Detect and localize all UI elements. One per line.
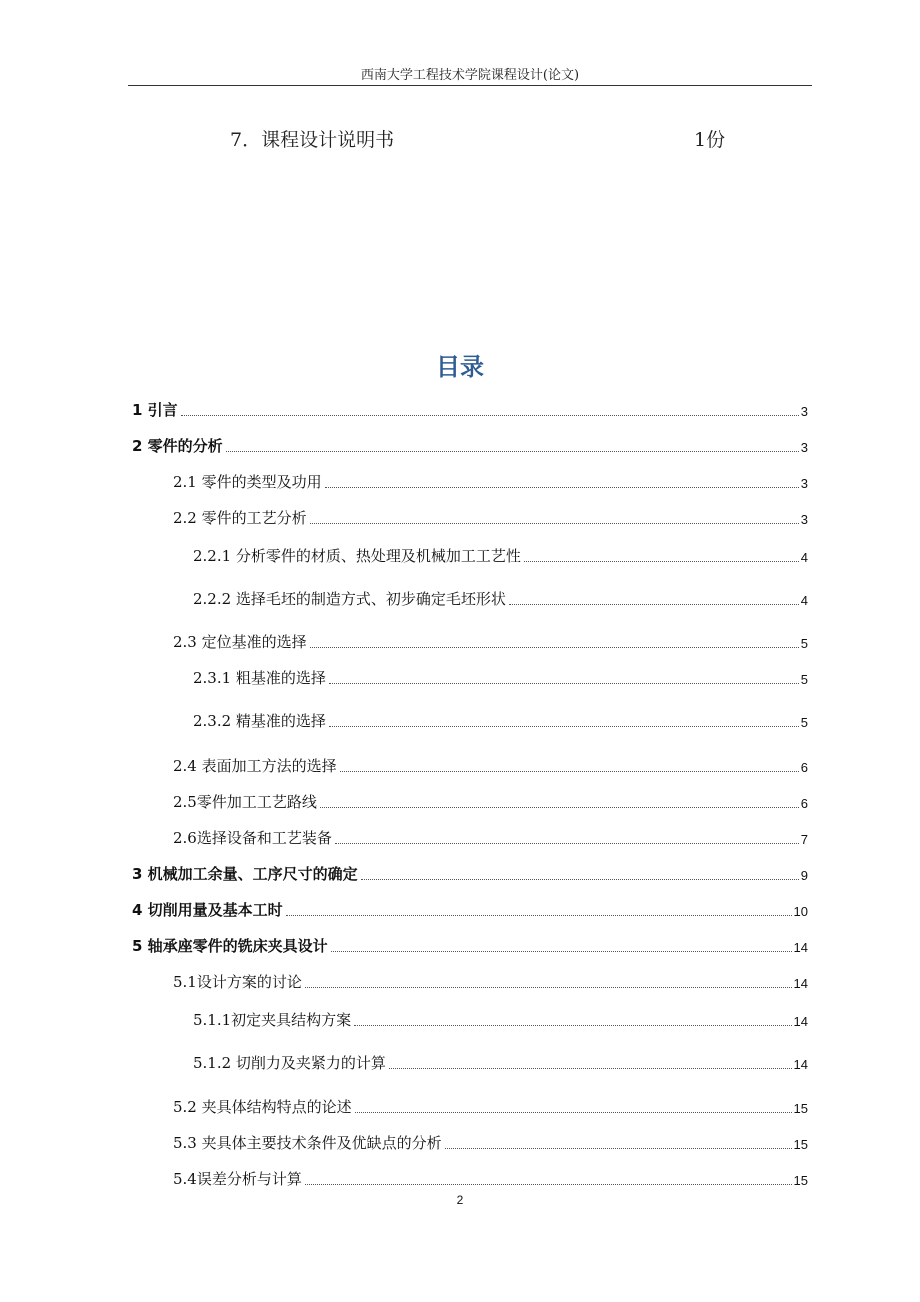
toc-entry-2-2[interactable]	[173, 506, 808, 528]
toc-entry-2-6[interactable]	[173, 826, 808, 848]
toc-entry-page: 3	[800, 476, 808, 491]
toc-entry-2-3-1[interactable]	[193, 666, 808, 688]
toc-entry-page: 15	[793, 1173, 808, 1188]
toc-entry-text: 2.6选择设备和工艺装备	[173, 829, 332, 847]
toc-entry-text: 3 机械加工余量、工序尺寸的确定	[132, 865, 358, 883]
toc-entry-text: 2.2.2 选择毛坯的制造方式、初步确定毛坯形状	[193, 590, 506, 608]
toc-leader-dots	[524, 561, 799, 562]
toc-leader-dots	[389, 1068, 792, 1069]
toc-entry-2-1[interactable]	[173, 470, 808, 492]
toc-entry-text: 5.1设计方案的讨论	[173, 973, 302, 991]
toc-entry-text: 5.1.2 切削力及夹紧力的计算	[193, 1054, 386, 1072]
toc-leader-dots	[355, 1112, 792, 1113]
toc-entry-page: 3	[800, 440, 808, 455]
toc-entry-2-2-1[interactable]	[193, 544, 808, 566]
toc-entry-page: 9	[800, 868, 808, 883]
toc-entry-page: 4	[800, 550, 808, 565]
toc-entry-5-1-1[interactable]	[193, 1008, 808, 1030]
toc-leader-dots	[320, 807, 799, 808]
toc-entry-page: 15	[793, 1101, 808, 1116]
toc-entry-page: 14	[793, 1014, 808, 1029]
item-7-quantity: 1份	[694, 129, 726, 151]
toc-entry-page: 10	[793, 904, 808, 919]
toc-entry-page: 4	[800, 593, 808, 608]
toc-leader-dots	[310, 647, 799, 648]
page-number: 2	[456, 1193, 464, 1207]
toc-entry-text: 4 切削用量及基本工时	[132, 901, 283, 919]
toc-entry-page: 14	[793, 976, 808, 991]
toc-entry-text: 2 零件的分析	[132, 437, 223, 455]
toc-entry-text: 2.1 零件的类型及功用	[173, 473, 322, 491]
toc-leader-dots	[286, 915, 792, 916]
toc-entry-text: 2.3 定位基准的选择	[173, 633, 307, 651]
toc-entry-2-4[interactable]	[173, 754, 808, 776]
running-header: 西南大学工程技术学院课程设计(论文)	[360, 68, 580, 83]
toc-entry-page: 3	[800, 512, 808, 527]
toc-entry-text: 5 轴承座零件的铣床夹具设计	[132, 937, 328, 955]
toc-entry-page: 3	[800, 404, 808, 419]
toc-entry-5-1[interactable]	[173, 970, 808, 992]
toc-entry-2-3-2[interactable]	[193, 709, 808, 731]
toc-entry-text: 2.2.1 分析零件的材质、热处理及机械加工工艺性	[193, 547, 521, 565]
toc-entry-text: 2.3.2 精基准的选择	[193, 712, 326, 730]
toc-leader-dots	[329, 726, 799, 727]
toc-entry-2-2-2[interactable]	[193, 587, 808, 609]
toc-entry-4[interactable]	[132, 898, 808, 920]
toc-entry-5-3[interactable]	[173, 1131, 808, 1153]
toc-entry-5-4[interactable]	[173, 1167, 808, 1189]
toc-entry-page: 7	[800, 832, 808, 847]
toc-entry-page: 14	[793, 940, 808, 955]
toc-entry-text: 2.2 零件的工艺分析	[173, 509, 307, 527]
toc-entry-2[interactable]	[132, 434, 808, 456]
toc-leader-dots	[325, 487, 799, 488]
toc-leader-dots	[361, 879, 799, 880]
toc-entry-text: 2.3.1 粗基准的选择	[193, 669, 326, 687]
toc-leader-dots	[226, 451, 799, 452]
toc-entry-page: 15	[793, 1137, 808, 1152]
toc-entry-text: 5.3 夹具体主要技术条件及优缺点的分析	[173, 1134, 442, 1152]
toc-entry-page: 6	[800, 796, 808, 811]
toc-entry-text: 5.1.1初定夹具结构方案	[193, 1011, 352, 1029]
toc-leader-dots	[310, 523, 799, 524]
toc-leader-dots	[354, 1025, 791, 1026]
toc-entry-text: 2.5零件加工工艺路线	[173, 793, 317, 811]
toc-entry-text: 2.4 表面加工方法的选择	[173, 757, 337, 775]
toc-leader-dots	[331, 951, 792, 952]
toc-leader-dots	[329, 683, 799, 684]
toc-title: 目录	[436, 353, 484, 381]
toc-entry-text: 5.2 夹具体结构特点的论述	[173, 1098, 352, 1116]
toc-entry-2-5[interactable]	[173, 790, 808, 812]
toc-leader-dots	[335, 843, 799, 844]
toc-leader-dots	[340, 771, 799, 772]
toc-entry-text: 5.4误差分析与计算	[173, 1170, 302, 1188]
item-7-label: 7．课程设计说明书	[230, 129, 395, 151]
toc-entry-page: 6	[800, 760, 808, 775]
toc-entry-page: 5	[800, 672, 808, 687]
toc-entry-1[interactable]	[132, 398, 808, 420]
toc-entry-3[interactable]	[132, 862, 808, 884]
toc-leader-dots	[445, 1148, 792, 1149]
toc-entry-2-3[interactable]	[173, 630, 808, 652]
toc-entry-5-1-2[interactable]	[193, 1051, 808, 1073]
toc-entry-page: 5	[800, 715, 808, 730]
toc-entry-page: 5	[800, 636, 808, 651]
toc-entry-5[interactable]	[132, 934, 808, 956]
header-rule	[128, 85, 812, 86]
toc-leader-dots	[509, 604, 799, 605]
toc-leader-dots	[305, 987, 792, 988]
toc-entry-page: 14	[793, 1057, 808, 1072]
toc-entry-5-2[interactable]	[173, 1095, 808, 1117]
toc-leader-dots	[181, 415, 799, 416]
toc-entry-text: 1 引言	[132, 401, 178, 419]
toc-leader-dots	[305, 1184, 792, 1185]
